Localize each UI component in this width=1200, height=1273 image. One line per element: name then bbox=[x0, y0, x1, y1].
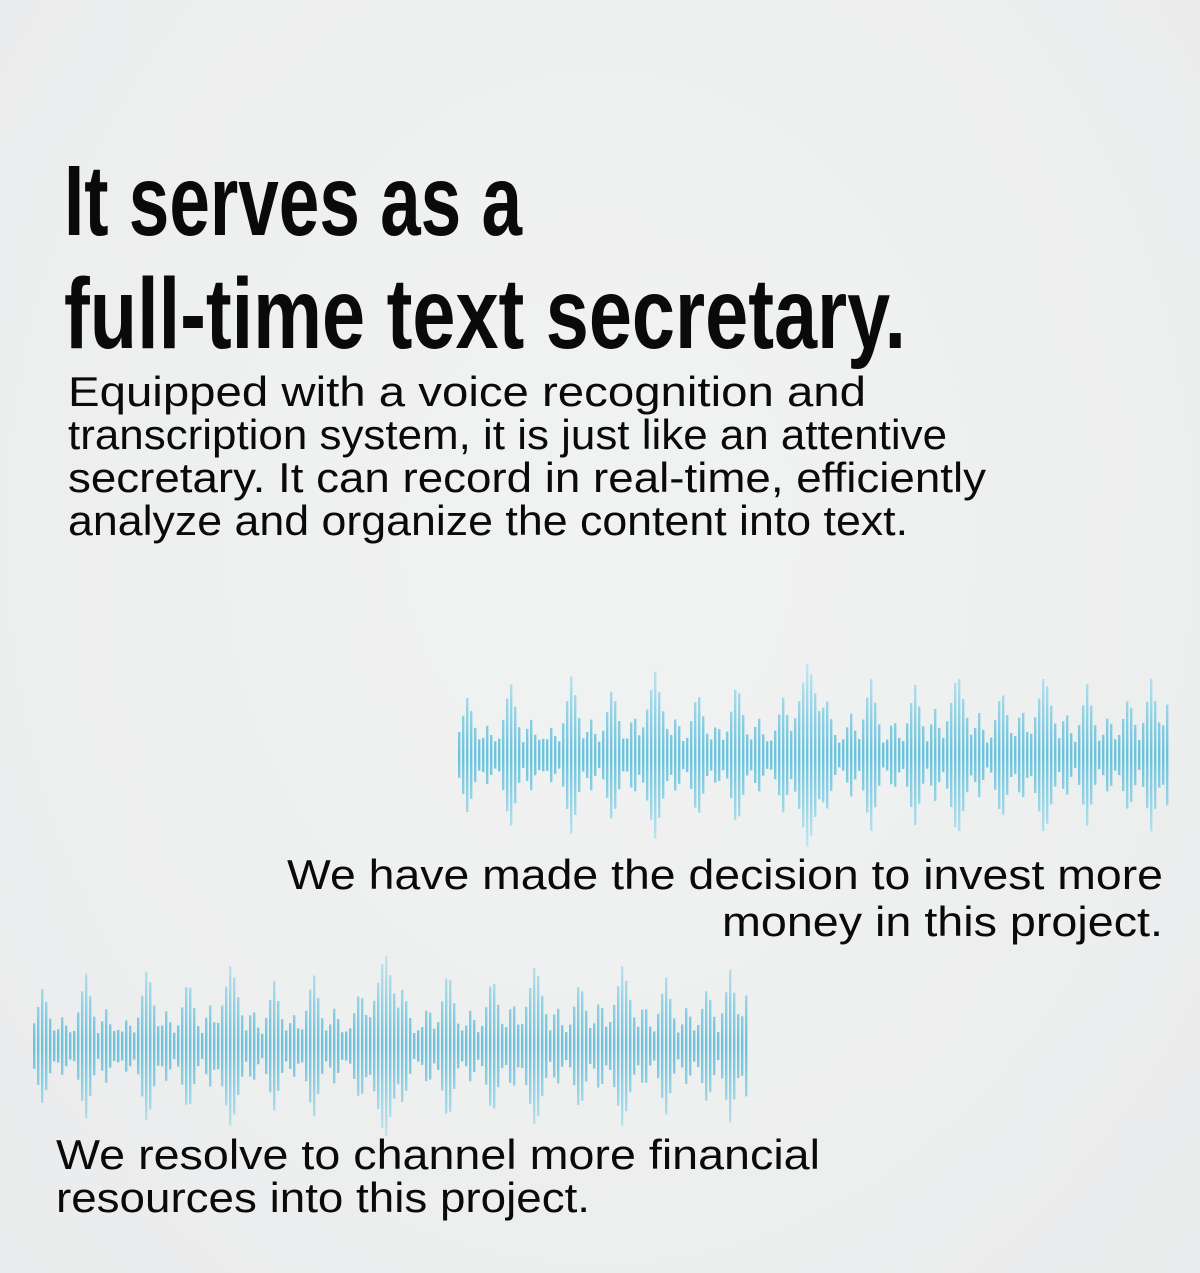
audio-waveform-bottom bbox=[33, 956, 747, 1137]
caption-resolve-line-1: We resolve to channel more financial bbox=[56, 1131, 820, 1178]
body-paragraph-line-2: transcription system, it is just like an attentive bbox=[68, 411, 947, 458]
body-paragraph-line-4: analyze and organize the content into text. bbox=[68, 497, 908, 544]
audio-waveform-top bbox=[458, 663, 1168, 846]
caption-invest-line-1: We have made the decision to invest more bbox=[287, 851, 1163, 898]
body-paragraph-line-3: secretary. It can record in real-time, efficiently bbox=[68, 454, 986, 501]
caption-resolve-line-2: resources into this project. bbox=[56, 1174, 590, 1221]
body-paragraph-line-1: Equipped with a voice recognition and bbox=[68, 368, 866, 415]
headline-line-2: full-time text secretary. bbox=[64, 258, 906, 370]
headline-line-1: It serves as a bbox=[64, 145, 524, 257]
caption-invest-line-2: money in this project. bbox=[722, 898, 1163, 945]
